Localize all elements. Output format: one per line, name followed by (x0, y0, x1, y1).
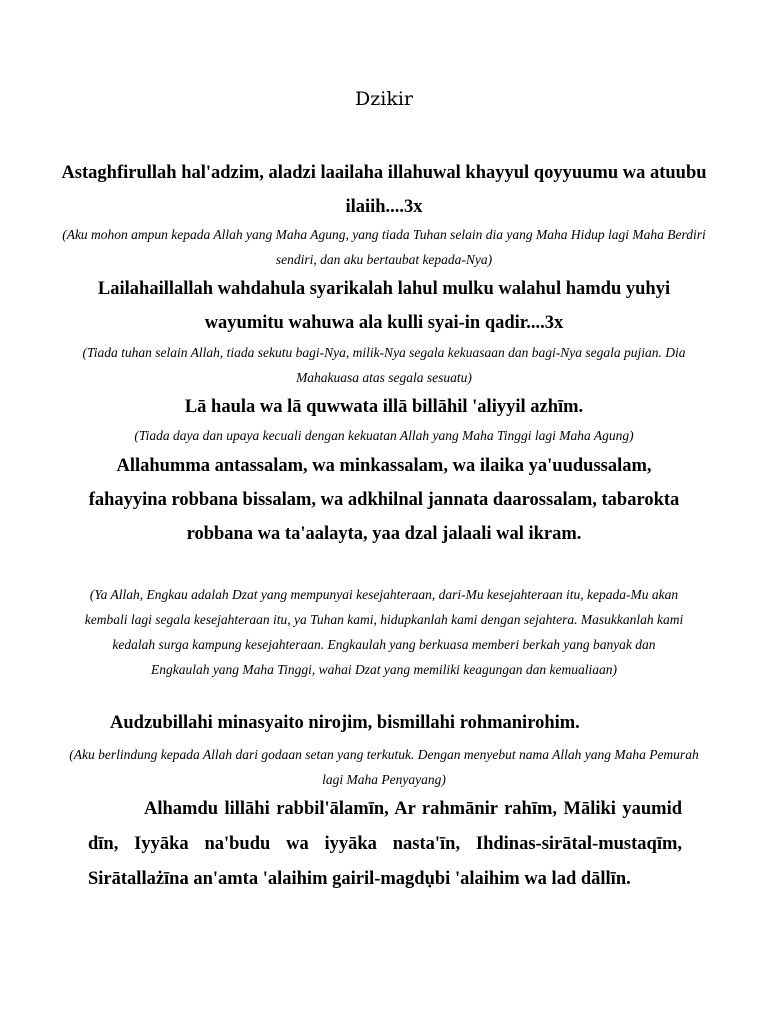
dzikir-salam-text: Allahumma antassalam, wa minkassalam, wa ilaika ya'uudussalam, fahayyina robbana bissalam, wa adkhilnal jannata daarossalam, tabarokta robbana wa ta'aalayta, yaa dzal jalaali wal ikram. (88, 456, 680, 544)
dzikir-istighfar-translation: (Aku mohon ampun kepada Allah yang Maha Agung, yang tiada Tuhan selain dia yang Maha Hidup lagi Maha Berdiri sendiri, dan aku bertaubat kepada-Nya) (62, 227, 706, 267)
dzikir-al-fatihah-text: Alhamdu lillāhi rabbil'ālamīn, Ar rahmānir rahīm, Māliki yaumid dīn, Iyyāka na'budu wa iyyāka nasta'īn, Ihdinas-sirātal-mustaqīm, Sirātallażīna an'amta 'alaihim gairil-magdụbi 'alaihim wa lad dāllīn. (88, 799, 682, 889)
dzikir-hauqalah-translation: (Tiada daya dan upaya kecuali dengan kekuatan Allah yang Maha Tinggi lagi Maha Agung) (134, 428, 634, 443)
dzikir-salam-translation: (Ya Allah, Engkau adalah Dzat yang mempunyai kesejahteraan, dari-Mu kesejahteraan itu, kepada-Mu akan kembali lagi segala kesejahteraan itu, ya Tuhan kami, hidupkanlah kami dengan sejahtera. Masukkanlah kami kedalah surga kampung kesejahteraan. Engkaulah yang berkuasa memberi berkah yang banyak dan Engkaulah yang Maha Tinggi, wahai Dzat yang memiliki keagungan dan kemualiaan) (84, 587, 684, 677)
dzikir-tahlil-translation: (Tiada tuhan selain Allah, tiada sekutu bagi-Nya, milik-Nya segala kekuasaan dan bagi-Nya segala pujian. Dia Mahakuasa atas segala sesuatu) (82, 345, 686, 385)
dzikir-hauqalah-text: Lā haula wa lā quwwata illā billāhil 'aliyyil azhīm. (184, 397, 584, 417)
dzikir-taawudz-translation: (Aku berlindung kepada Allah dari godaan setan yang terkutuk. Dengan menyebut nama Allah yang Maha Pemurah lagi Maha Penyayang) (69, 747, 699, 787)
document-title: Dzikir (355, 88, 413, 110)
dzikir-taawudz-text: Audzubillahi minasyaito nirojim, bismillahi rohmanirohim. (110, 713, 580, 733)
dzikir-tahlil-text: Lailahaillallah wahdahula syarikalah lahul mulku walahul hamdu yuhyi wayumitu wahuwa ala kulli syai-in qadir....3x (97, 279, 671, 333)
dzikir-istighfar-text: Astaghfirullah hal'adzim, aladzi laailaha illahuwal khayyul qoyyuumu wa atuubu ilaiih....3x (61, 163, 707, 217)
